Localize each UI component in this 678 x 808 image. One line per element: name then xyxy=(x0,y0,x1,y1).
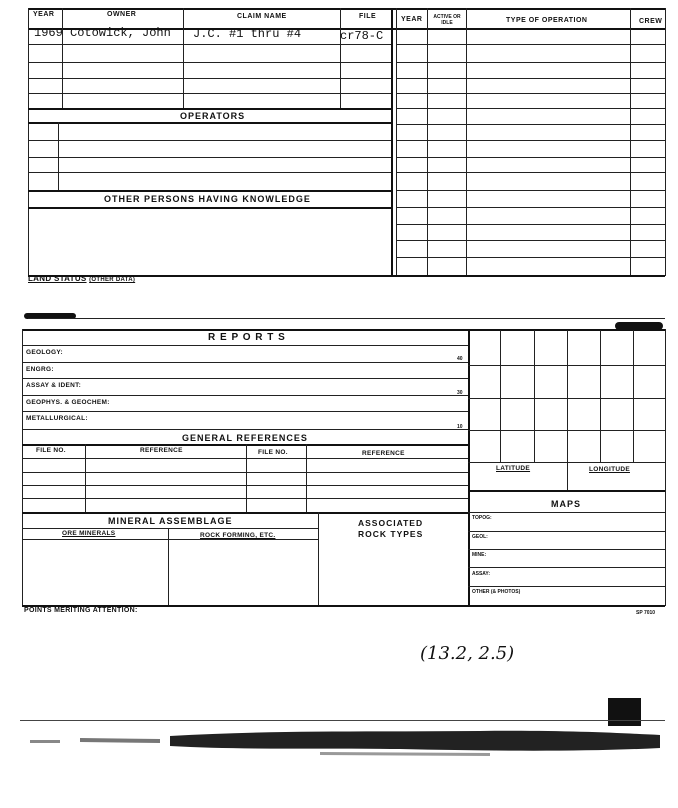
scan-black-square xyxy=(608,698,641,726)
longitude-label: LONGITUDE xyxy=(589,466,630,473)
row-claim-name: J.C. #1 thru #4 xyxy=(193,27,302,41)
metallurgical-label: METALLURGICAL: xyxy=(26,415,88,422)
number-30: 30 xyxy=(457,390,463,396)
row-file: cr78-C xyxy=(340,29,384,43)
ore-minerals-label: ORE MINERALS xyxy=(62,530,116,537)
rock-forming-label: ROCK FORMING, ETC. xyxy=(200,532,276,539)
header-year: YEAR xyxy=(33,11,55,18)
latitude-label: LATITUDE xyxy=(496,465,531,472)
other-persons-title: OTHER PERSONS HAVING KNOWLEDGE xyxy=(104,194,311,204)
header-active-or-idle: ACTIVE OR IDLE xyxy=(433,14,461,26)
number-10: 10 xyxy=(457,424,463,430)
header-crew: CREW xyxy=(639,18,663,25)
associated-label-1: ASSOCIATED xyxy=(358,518,424,528)
land-status-label xyxy=(28,274,135,283)
reports-title: R E P O R T S xyxy=(208,332,286,343)
number-40: 40 xyxy=(457,356,463,362)
header-file: FILE xyxy=(359,13,377,20)
engrg-label: ENGRG: xyxy=(26,366,54,373)
ref-reference-2: REFERENCE xyxy=(362,450,405,457)
row-owner: Cotowick, John xyxy=(70,26,171,40)
maps-title: MAPS xyxy=(551,499,582,509)
land-status-title: LAND STATUS xyxy=(28,274,87,283)
ref-file-no-1: FILE NO. xyxy=(36,447,66,454)
maps-mine: MINE: xyxy=(472,552,487,558)
points-meriting-attention: POINTS MERITING ATTENTION: xyxy=(24,607,138,614)
form-code: SP 7010 xyxy=(636,610,656,616)
operators-title: OPERATORS xyxy=(180,111,246,121)
handwritten-coordinates: (13.2, 2.5) xyxy=(420,643,515,664)
geology-label: GEOLOGY: xyxy=(26,349,63,356)
general-references-title: GENERAL REFERENCES xyxy=(182,433,308,443)
scan-noise-band xyxy=(20,724,665,764)
header-type-of-operation: TYPE OF OPERATION xyxy=(506,17,588,24)
geophys-geochem-label: GEOPHYS. & GEOCHEM: xyxy=(26,399,110,406)
row-year: 1969 xyxy=(34,26,63,40)
maps-topog: TOPOG: xyxy=(472,515,492,521)
assay-ident-label: ASSAY & IDENT: xyxy=(26,382,82,389)
land-status-subtitle: (OTHER DATA) xyxy=(89,277,136,283)
ref-reference-1: REFERENCE xyxy=(140,447,183,454)
ref-file-no-2: FILE NO. xyxy=(258,449,288,456)
header-year-2: YEAR xyxy=(401,16,423,23)
maps-geol: GEOL: xyxy=(472,534,488,540)
header-owner: OWNER xyxy=(107,11,137,18)
header-claim-name: CLAIM NAME xyxy=(237,13,287,20)
maps-assay: ASSAY: xyxy=(472,571,491,577)
maps-other: OTHER (& PHOTOS) xyxy=(472,589,521,595)
associated-label-2: ROCK TYPES xyxy=(358,529,424,539)
mineral-assemblage-title: MINERAL ASSEMBLAGE xyxy=(108,516,233,526)
